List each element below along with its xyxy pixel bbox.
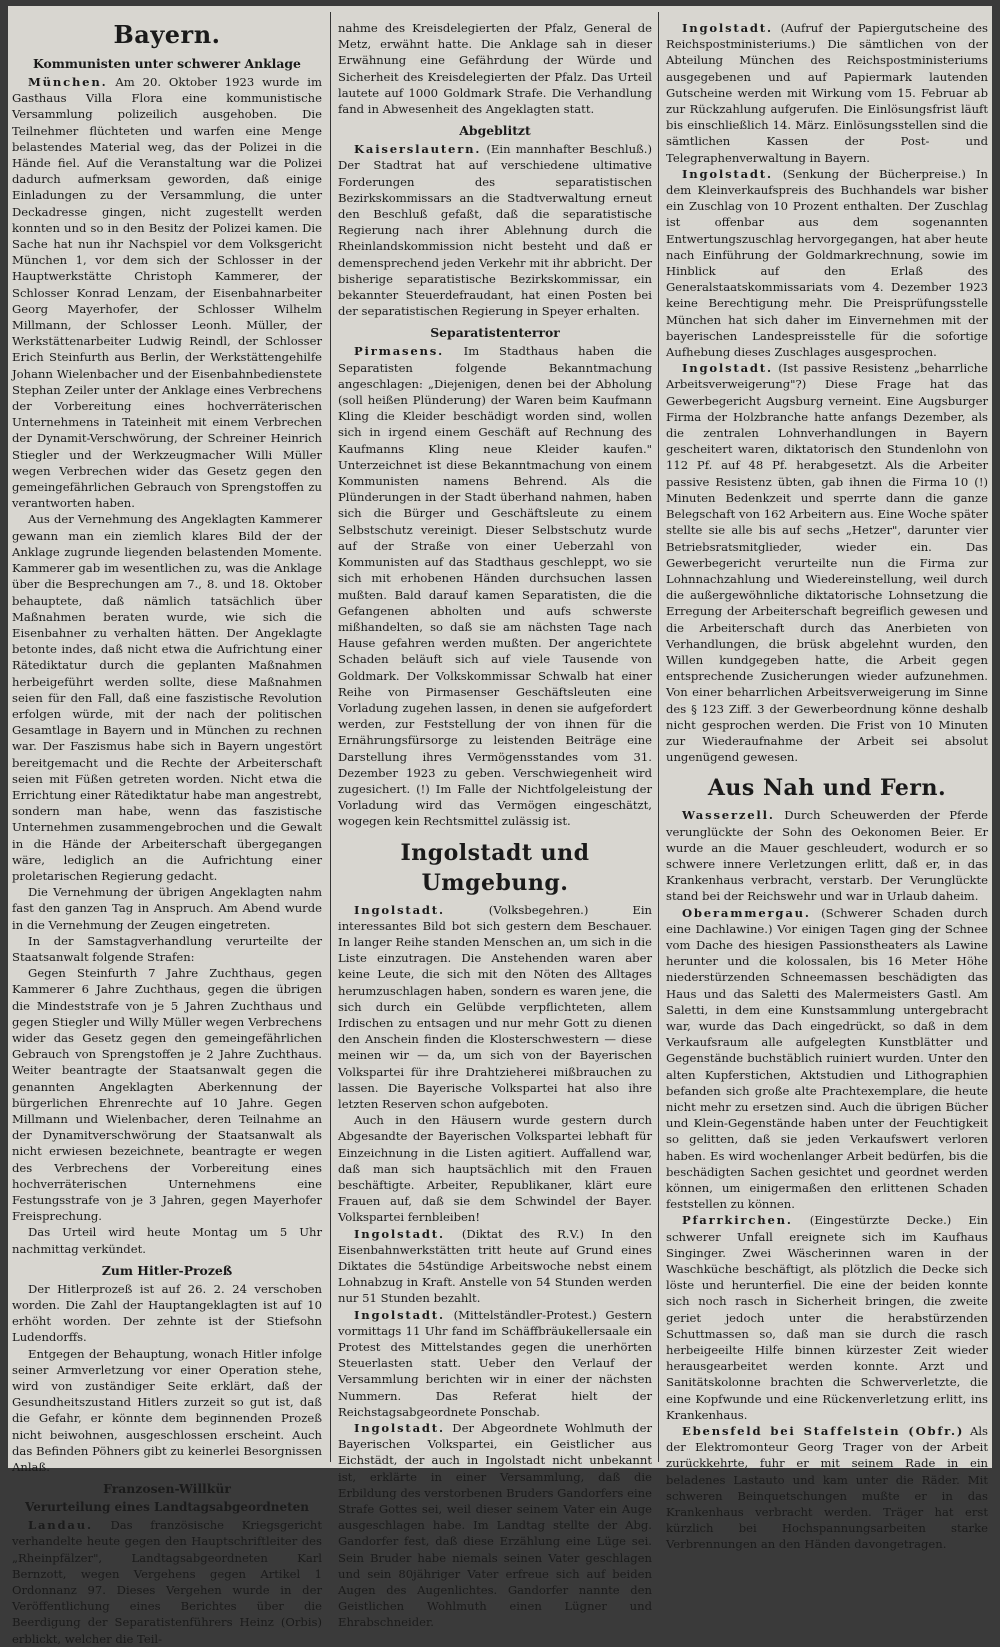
article-subheadline: Verurteilung eines Landtagsabgeordneten [25,1500,309,1515]
news-text: Auch in den Häusern wurde gestern durch Abgesandte der Bayerischen Volkspartei lebhaft für Einzeichnung in die Listen agitiert. Auffallend war, daß man sich hauptsächlich mit den Frauen beschäftigte. Arbeiter, Republikaner, klärt eure Frauen auf, daß sie dem Schwindel der Bayer. Volkspartei fernbleiben! [338,1113,652,1225]
section-title-ingolstadt: Ingolstadt und Umgebung. [400,839,590,896]
dateline: Ingolstadt. [354,1307,445,1322]
article-paragraph: In der Samstagverhandlung verurteilte der Staatsanwalt folgende Strafen: [12,933,322,964]
dateline: Kaiserslautern. [354,142,482,157]
news-item [666,20,988,166]
news-item [666,905,988,1213]
section-title-bayern: Bayern. [113,20,221,49]
newspaper-page [8,6,992,1646]
news-item [338,1226,652,1307]
column-rule [330,12,331,1462]
paragraph-text: Am 20. Oktober 1923 wurde im Gasthaus Villa Flora eine kommunistische Versammlung polizeilich ausgehoben. Die Teilnehmer flüchteten und warfen eine Menge belastendes Material weg, das der Polizei in die Hände fiel. Auf die Veranstaltung war die Polizei dadurch aufmerksam geworden, daß einige Einladungen zu der Versammlung, die unter Deckadresse gingen, nicht zugestellt werden konnten und so in den Besitz der Polizei kamen. Die Sache hat nun ihr Nachspiel vor dem Volksgericht München 1, vor dem sich der Schlosser in der Hauptwerkstätte Christoph Kammerer, der Schlosser Konrad Lenzam, der Eisenbahnarbeiter Georg Mayerhofer, der Schlosser Wilhelm Millmann, der Schlosser Leonh. Müller, der Werkstättenarbeiter Ludwig Reindl, der Schlosser Erich Steinfurth aus Berlin, der Werkstättengehilfe Johann Wielenbacher und der Eisenbahnbedienstete Stephan Zeiler unter der Anklage eines Verbrechens der Vorbereitung eines hochverräterischen Unternehmens in Tateinheit mit einem Verbrechen der Dynamit-Verschwörung, der Schreiner Heinrich Stiegler und der Werkzeugmacher Willi Müller wegen Verbrechen wider das Gesetz gegen den gemeingefährlichen Gebrauch von Sprengstoffen zu verantworten haben. [12,75,322,511]
article-paragraph: Entgegen der Behauptung, wonach Hitler infolge seiner Armverletzung vor einer Operation stehe, wird von zuständiger Seite erklärt, daß der Gesundheitszustand Hitlers zurzeit so gut ist, daß die Gefahr, er könnte dem beginnenden Prozeß nicht beiwohnen, ausgeschlossen erscheint. Auch das Befinden Pöhners gibt zu keinerlei Besorgnissen Anlaß. [12,1346,322,1475]
dateline: Ebensfeld bei Staffelstein (Obfr.) [682,1424,965,1439]
news-item [666,1423,988,1553]
column-3 [666,20,989,1552]
article-paragraph [12,74,322,511]
section-title-aus-nah-und-fern: Aus Nah und Fern. [707,775,947,802]
dateline: Oberammergau. [682,905,811,920]
article-paragraph [338,141,652,319]
news-text: Als der Elektromonteur Georg Trager von der Arbeit zurückkehrte, fuhr er mit seinem Rade in ein beladenes Lastauto und kam unter die Räder. Mit schweren Beinquetschungen mußte er in das Krankenhaus verbracht werden. Träger hat erst kürzlich bei Hochspannungsarbeiten starke Verbrennungen an den Händen davongetragen. [666,1424,988,1552]
article-paragraph: Die Vernehmung der übrigen Angeklagten nahm fast den ganzen Tag in Anspruch. Am Abend wurde in die Vernehmung der Zeugen eingetreten. [12,885,322,932]
paragraph-text: Das französische Kriegsgericht verhandelte heute gegen den Hauptschriftleiter des „Rheinpfälzer", Landtagsabgeordneten Karl Bernzott, wegen Vergehens gegen Artikel 1 Ordonnanz 97. Dieses Vergehen wurde in der Veröffentlichung eines Berichtes über die Beerdigung der Separatistenführers Heinz (Orbis) erblickt, welcher die Teil- [12,1518,323,1646]
news-item [338,1112,652,1225]
dateline: Ingolstadt. [354,1226,445,1241]
column-1 [12,20,323,1646]
dateline: Ingolstadt. [682,166,773,181]
dateline: Landau. [28,1518,93,1533]
dateline: Ingolstadt. [682,21,773,35]
news-text: (Mittelständler-Protest.) Gestern vormittags 11 Uhr fand im Schäffbräukellersaale ein Protest des Mittelstandes gegen die unerhörten Steuerlasten statt. Ueber den Verlauf der Versammlung berichten wir in einer der nächsten Nummern. Das Referat hielt der Reichstagsabgeordnete Ponschab. [338,1307,653,1419]
article-headline: Zum Hitler-Prozeß [101,1262,233,1278]
paragraph-text: (Ein mannhafter Beschluß.) Der Stadtrat hat auf verschiedene ultimative Forderungen des separatistischen Bezirkskommissars an die Stadtverwaltung erneut den Beschluß gefaßt, daß die separatistische Regierung nach ihrer Ablehnung durch die Rheinlandskommission nicht besteht und daß er demensprechend jeden Verkehr mit ihr abbricht. Der bisherige separatistische Bezirkskommissar, ein bekannter Steuerdefraudant, hat einen Posten bei der separatistischen Regierung in Speyer erhalten. [338,142,652,319]
news-text: (Senkung der Bücherpreise.) In dem Kleinverkaufspreis des Buchhandels war bisher ein Zuschlag von 10 Prozent enthalten. Der Zuschlag ist offenbar aus dem sogenannten Entwertungszuschlag hervorgegangen, hat aber heute nach Einführung der Goldmarkrechnung, sowie im Hinblick auf den Erlaß des Generalstaatskommissariats vom 4. Dezember 1923 keine Berechtigung mehr. Die Preisprüfungsstelle München hat sich daher im Einvernehmen mit der bayerischen Landespreisstelle für die sofortige Aufhebung dieses Zuschlages ausgesprochen. [666,166,988,360]
news-text: Der Abgeordnete Wohlmuth der Bayerischen Volkspartei, ein Geistlicher aus Eichstädt, der auch in Ingolstadt nicht unbekannt ist, erklärte in einer Versammlung, daß die Erbildung des verstorbenen Bruders Gandorfers eine Strafe Gottes sei, weil dieser seinem Vater ein Auge ausgeschlagen habe. Im Landtag stellte der Abg. Gandorfer fest, daß diese Erzählung eine Lüge sei. Sein Bruder habe niemals seinen Vater geschlagen und sein 80jähriger Vater erfreue sich auf beiden Augen des Augenlichtes. Gandorfer nannte den Geistlichen Wohlmuth einen Lügner und Ehrabschneider. [338,1421,652,1630]
news-item [338,1307,652,1420]
dateline: Ingolstadt. [354,1421,445,1436]
article-headline: Kommunisten unter schwerer Anklage [33,56,301,71]
news-text: Durch Scheuwerden der Pferde verunglückte der Sohn des Oekonomen Beier. Er wurde an die Mauer geschleudert, wodurch er so schwere innere Verletzungen erlitt, daß er, in das Krankenhaus verbracht, verstarb. Der Verunglückte stand bei der Reichswehr und war in Urlaub daheim. [666,808,989,904]
news-text: (Ist passive Resistenz „beharrliche Arbeitsverweigerung"?) Diese Frage hat das Gewerbegericht Augsburg verneint. Eine Augsburger Firma der Holzbranche hatte anfangs Dezember, als die zentralen Lohnverhandlungen in Bayern gescheitert waren, diktatorisch den Stundenlohn von 112 Pf. auf 48 Pf. herabgesetzt. Als die Arbeiter passive Resistenz übten, gab ihnen die Firma 10 (!) Minuten Bedenkzeit und sperrte dann die ganze Belegschaft von 162 Arbeitern aus. Eine Woche später stellte sie alle bis auf sechs „Hetzer", darunter vier Betriebsratsmitglieder, wieder ein. Das Gewerbegericht verurteilte nun die Firma zur Lohnnachzahlung und Wiedereinstellung, weil durch die außergewöhnliche diktatorische Lohnsetzung die Erregung der Arbeiterschaft begreiflich gewesen und die Arbeiterschaft durch das Anerbieten von Verhandlungen, die brüsk abgelehnt wurden, den Willen kundgegeben hatte, die Arbeit gegen entsprechende Zusicherungen wieder aufzunehmen. Von einer beharrlichen Arbeitsverweigerung im Sinne des § 123 Ziff. 3 der Gewerbeordnung könne deshalb nicht gesprochen werden. Die Frist von 10 Minuten zur Wiederaufnahme der Arbeit sei absolut ungenügend gewesen. [666,361,988,765]
news-item [666,1212,988,1423]
article-paragraph [12,1517,322,1647]
news-item [338,902,652,1113]
column-2 [338,20,653,1630]
news-text: (Volksbegehren.) Ein interessantes Bild bot sich gestern dem Beschauer. In langer Reihe standen Menschen an, um sich in die Liste einzutragen. Die Anstehenden waren aber keine Leute, die sich mit den Nöten des Alltages herumzuschlagen haben, sondern es waren jene, die sich durch ein Gelübde verpflichteten, allem Irdischen zu entsagen und nur mehr Gott zu dienen den Anschein finden die Klosterschwestern — diese meinen wir — da, um sich von der Bayerischen Volkspartei für ihre Drahtzieherei mißbrauchen zu lassen. Die Bayerische Volkspartei hat also ihre letzten Reserven schon aufgeboten. [338,902,652,1111]
dateline: Wasserzell. [682,808,775,823]
dateline: Pirmasens. [354,344,444,359]
dateline: München. [28,75,108,89]
news-text: (Schwerer Schaden durch eine Dachlawine.) Vor einigen Tagen ging der Schnee vom Dache des hiesigen Passionstheaters als Lawine herunter und die kolossalen, bis 16 Meter Höhe niederstürzenden Schneemassen beschädigten das Haus und das Saletti des Malermeisters Gastl. Am Saletti, in dem eine Kunstsammlung untergebracht war, wurde das Dach eingedrückt, so daß in dem Verkaufsraum alle aufgelegten Kunstblätter und Gegenstände buchstäblich ruiniert wurden. Unter den alten Kupferstichen, Aktstudien und Lithographien befanden sich große alte Prachtexemplare, die heute nicht mehr zu ersetzen sind. Auch die übrigen Bücher und Klein-Gegenstände haben unter der Feuchtigkeit so gelitten, daß sie jeden Verkaufswert verloren haben. Es wird wochenlanger Arbeit bedürfen, bis die beschädigten Sachen gesichtet und geordnet werden können, um einigermaßen den erlittenen Schaden feststellen zu können. [666,905,988,1212]
article-paragraph: Der Hitlerprozeß ist auf 26. 2. 24 verschoben worden. Die Zahl der Hauptangeklagten ist auf 10 erhöht worden. Der zehnte ist der Stiefsohn Ludendorffs. [12,1281,322,1345]
dateline: Pfarrkirchen. [682,1213,793,1228]
dateline: Ingolstadt. [682,361,773,376]
article-paragraph: Aus der Vernehmung des Angeklagten Kammerer gewann man ein ziemlich klares Bild der der Anklage zugrunde liegenden belastenden Momente. Kammerer gab im wesentlichen zu, was die Anklage über die Besprechungen am 7., 8. und 18. Oktober behauptete, daß nämlich tatsächlich über Maßnahmen beraten wurde, wie sich die Eisenbahner zu verhalten hätten. Der Angeklagte betonte indes, daß nicht etwa die Aufrichtung einer Rätediktatur durch die geplanten Maßnahmen herbeigeführt werden sollte, diese Maßnahmen seien für den Fall, daß eine faszistische Revolution erfolgen würde, mit der nach der politischen Gesamtlage in Bayern und in München zu rechnen war. Der Faszismus habe sich in Bayern ungestört bereitgemacht und die Rechte der Arbeiterschaft seien mit Füßen getreten worden. Nicht etwa die Errichtung einer Rätediktatur habe man angestrebt, sondern man habe, wenn das faszistische Unternehmen zusammengebrochen und die Gewalt in die Hände der Arbeiterschaft übergegangen wäre, lediglich an die Aufrichtung einer proletarischen Regierung gedacht. [12,512,322,883]
article-paragraph: Das Urteil wird heute Montag um 5 Uhr nachmittag verkündet. [12,1225,322,1256]
news-text: (Aufruf der Papiergutscheine des Reichspostministeriums.) Die sämtlichen von der Abteilung München des Reichspostministeriums ausgegebenen und auf Papiermark lautenden Gutscheine werden mit Wirkung vom 15. Februar ab zur Rückzahlung aufgerufen. Die Einlösungsfrist läuft bis einschließlich 14. März. Einlösungsstellen sind die sämtlichen Kassen der Post- und Telegraphenverwaltung in Bayern. [666,21,988,165]
news-item [666,166,988,360]
news-text: (Diktat des R.V.) In den Eisenbahnwerkstätten tritt heute auf Grund eines Diktates die 54stündige Arbeitswoche nebst einem Lohnabzug in Kraft. Anstelle von 54 Stunden werden nur 51 Stunden bezahlt. [338,1226,652,1306]
article-continuation: nahme des Kreisdelegierten der Pfalz, General de Metz, erwähnt hatte. Die Anklage sah in dieser Erwähnung eine Gefährdung der Würde und Sicherheit des Kreisdelegierten der Pfalz. Das Urteil lautete auf 1000 Goldmark Strafe. Die Verhandlung fand in Abwesenheit des Angeklagten statt. [338,21,652,117]
dateline: Ingolstadt. [354,902,445,917]
article-paragraph [338,343,652,829]
article-headline: Abgeblitzt [459,123,531,139]
column-rule [658,12,659,1462]
article-headline: Separatistenterror [430,325,560,341]
article-paragraph: Gegen Steinfurth 7 Jahre Zuchthaus, gegen Kammerer 6 Jahre Zuchthaus, gegen die übrigen die Mindeststrafe von je 5 Jahren Zuchthaus und gegen Stiegler und Willy Müller wegen Verbrechens wider das Gesetz gegen den gemeingefährlichen Gebrauch von Sprengstoffen je 2 Jahre Zuchthaus. Weiter beantragte der Staatsanwalt gegen die genannten Angeklagten Aberkennung der bürgerlichen Ehrenrechte auf 10 Jahre. Gegen Millmann und Wielenbacher, deren Teilnahme an der Dynamitverschwörung der Staatsanwalt als nicht erwiesen bezeichnete, beantragte er wegen des Verbrechens der Vorbereitung eines hochverräterischen Unternehmens eine Festungsstrafe von je 3 Jahren, gegen Mayerhofer Freisprechung. [12,966,322,1224]
paragraph-text: Im Stadthaus haben die Separatisten folgende Bekanntmachung angeschlagen: „Diejenigen, denen bei der Abholung (soll heißen Plünderung) der Waren beim Kaufmann Kling die Kleider beschädigt worden sind, wollen sich in irgend einem Geschäft auf Rechnung des Kaufmanns Kling neue Kleider kaufen." Unterzeichnet ist diese Bekanntmachung von einem Kommunisten namens Behrend. Als die Plünderungen in der Stadt überhand nahmen, haben sich die Bürger und Geschäftsleute zu einem Selbstschutz vereinigt. Dieser Selbstschutz wurde auf der Straße von einer Ueberzahl von Kommunisten auf das Stadthaus geschleppt, wo sie sich mit erhobenen Händen durchsuchen lassen mußten. Bald darauf kamen Separatisten, die die Gefangenen abholten und aufs schwerste mißhandelten, so daß sie am nächsten Tage nach Hause gefahren werden mußten. Der angerichtete Schaden beläuft sich auf viele Tausende von Goldmark. Der Volkskommissar Schwalb hat einer Reihe von Pirmasenser Geschäftsleuten eine Vorladung zugehen lassen, in denen sie aufgefordert werden, zur Feststellung der von ihnen für die Ernährungsfürsorge zu leistenden Beiträge eine Darstellung ihres Vermögensstandes vom 31. Dezember 1923 zu geben. Verschwiegenheit wird zugesichert. (!) Im Falle der Nichtfolgeleistung der Vorladung wird das Vermögen eingeschätzt, wogegen kein Rechtsmittel zulässig ist. [338,344,653,829]
article-headline: Franzosen-Willkür [103,1481,231,1497]
news-item [666,360,988,765]
news-item [666,807,988,904]
news-text: (Eingestürzte Decke.) Ein schwerer Unfall ereignete sich im Kaufhaus Singinger. Zwei Wäscherinnen waren in der Waschküche beschäftigt, als plötzlich die Decke sich löste und herunterfiel. Die eine der beiden konnte sich noch rasch in Sicherheit bringen, die zweite geriet jedoch unter die herabstürzenden Schuttmassen so, daß man sie durch die rasch herbeigeeilte Hilfe binnen kürzester Zeit wieder herausgearbeitet werden konnte. Arzt und Sanitätskolonne brachten die Schwerverletzte, die eine Kopfwunde und eine Rückenverletzung erlitt, ins Krankenhaus. [666,1213,989,1422]
news-item [338,1420,652,1631]
